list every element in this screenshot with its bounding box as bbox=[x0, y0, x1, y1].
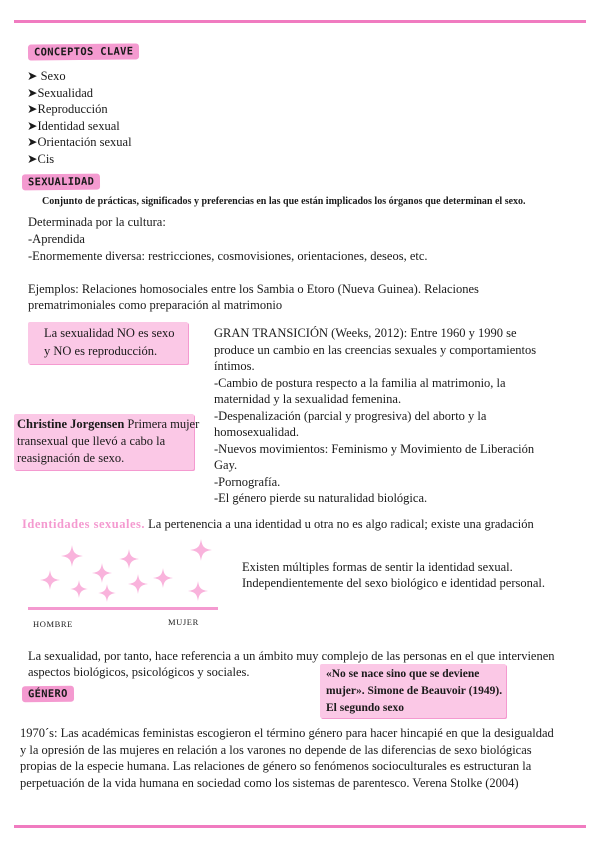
gran-transicion-line: homosexualidad. bbox=[214, 425, 300, 439]
top-divider bbox=[14, 20, 586, 23]
sexualidad-line: -Aprendida bbox=[28, 232, 85, 246]
gran-transicion-line: -El género pierde su naturalidad biológica. bbox=[214, 491, 428, 505]
gran-transicion-line: GRAN TRANSICIÓN (Weeks, 2012): Entre 1960 y 1990 se bbox=[214, 326, 517, 340]
jorgensen-line: Christine Jorgensen Primera mujer bbox=[17, 417, 200, 431]
identidades-line bbox=[22, 516, 534, 532]
gran-transicion-line: -Cambio de postura respecto a la familia al matrimonio, la bbox=[214, 376, 506, 390]
axis-label-hombre: HOMBRE bbox=[33, 619, 73, 629]
sparkle-icon bbox=[190, 539, 212, 561]
quote-line: «No se nace sino que se deviene bbox=[326, 668, 480, 680]
sexualidad-heading: SEXUALIDAD bbox=[22, 174, 100, 191]
list-item: ➤Reproducción bbox=[27, 102, 108, 117]
conclusion-line: La sexualidad, por tanto, hace referencia a un ámbito muy complejo de las personas en el que intervienen bbox=[28, 649, 555, 663]
quote-line: El segundo sexo bbox=[326, 702, 404, 714]
sparkle-icon bbox=[70, 580, 88, 598]
identidades-side-line: Independientemente del sexo biológico e identidad personal. bbox=[242, 576, 546, 590]
list-item: ➤Cis bbox=[27, 151, 55, 166]
conclusion-line: aspectos biológicos, psicológicos y sociales. bbox=[28, 665, 250, 679]
note-line: La sexualidad NO es sexo bbox=[44, 326, 175, 340]
sparkle-icon bbox=[61, 545, 83, 567]
genero-line: y la opresión de las mujeres en relación a los varones no depende de las diferencias de sexo biológicas bbox=[20, 743, 532, 757]
identidades-side-line: Existen múltiples formas de sentir la identidad sexual. bbox=[242, 560, 513, 574]
gran-transicion-line: produce un cambio en las creencias sexuales y comportamientos bbox=[214, 343, 537, 357]
ejemplos-line: prematrimoniales como preparación al matrimonio bbox=[28, 298, 283, 312]
sparkle-icon bbox=[188, 581, 208, 601]
sexualidad-line: Determinada por la cultura: bbox=[28, 215, 166, 229]
sparkle-icon bbox=[98, 584, 116, 602]
conceptos-list bbox=[27, 68, 132, 168]
sparkle-icon bbox=[153, 568, 173, 588]
gran-transicion-line: -Despenalización (parcial y progresiva) del aborto y la bbox=[214, 409, 487, 423]
sexualidad-note-box bbox=[28, 322, 188, 364]
jorgensen-box bbox=[14, 414, 200, 470]
quote-line: mujer». Simone de Beauvoir (1949). bbox=[326, 685, 503, 697]
list-item: ➤Identidad sexual bbox=[27, 118, 120, 133]
list-item: ➤Sexualidad bbox=[27, 85, 94, 100]
sparkle-icon bbox=[119, 549, 139, 569]
sexualidad-definition: Conjunto de prácticas, significados y preferencias en las que están implicados los órganos que determinan el sexo. bbox=[42, 196, 526, 207]
identidades-text: La pertenencia a una identidad u otra no es algo radical; existe una gradación bbox=[148, 517, 534, 531]
jorgensen-line: reasignación de sexo. bbox=[17, 451, 125, 465]
sparkle-icon bbox=[92, 563, 112, 583]
genero-line: 1970´s: Las académicas feministas escogieron el término género para hacer hincapié en que la desigualdad bbox=[20, 726, 554, 740]
beauvoir-quote-box bbox=[320, 664, 506, 718]
sparkle-icon bbox=[128, 574, 148, 594]
list-item: ➤Orientación sexual bbox=[27, 135, 132, 150]
ejemplos-line: Ejemplos: Relaciones homosociales entre los Sambia o Etoro (Nueva Guinea). Relaciones bbox=[28, 282, 479, 296]
genero-line: propias de la especie humana. Las relaciones de género so fenómenos socioculturales es estructuran la bbox=[20, 759, 532, 773]
gran-transicion-line: maternidad y la sexualidad femenina. bbox=[214, 392, 402, 406]
jorgensen-line: transexual que llevó a cabo la bbox=[17, 434, 166, 448]
gran-transicion-line: Gay. bbox=[214, 458, 238, 472]
identidades-label: Identidades sexuales. bbox=[22, 517, 146, 531]
gran-transicion-line: íntimos. bbox=[214, 359, 255, 373]
genero-line: perpetuación de la vida humana en sociedad como los sistemas de parentesco. Verena Stolke (2004) bbox=[20, 776, 519, 790]
axis-label-mujer: MUJER bbox=[168, 617, 199, 627]
gran-transicion-line: -Nuevos movimientos: Feminismo y Movimiento de Liberación bbox=[214, 442, 535, 456]
gran-transicion-line: -Pornografía. bbox=[214, 475, 281, 489]
sparkle-icon bbox=[40, 570, 60, 590]
sexualidad-line: -Enormemente diversa: restricciones, cosmovisiones, orientaciones, deseos, etc. bbox=[28, 249, 428, 263]
bottom-divider bbox=[14, 825, 586, 828]
genero-heading: GÉNERO bbox=[22, 686, 74, 703]
list-item: ➤ Sexo bbox=[27, 69, 66, 83]
jorgensen-name: Christine Jorgensen bbox=[17, 417, 125, 431]
gradation-axis bbox=[28, 607, 218, 610]
conceptos-clave-heading: CONCEPTOS CLAVE bbox=[28, 43, 139, 60]
note-line: y NO es reproducción. bbox=[44, 344, 158, 358]
